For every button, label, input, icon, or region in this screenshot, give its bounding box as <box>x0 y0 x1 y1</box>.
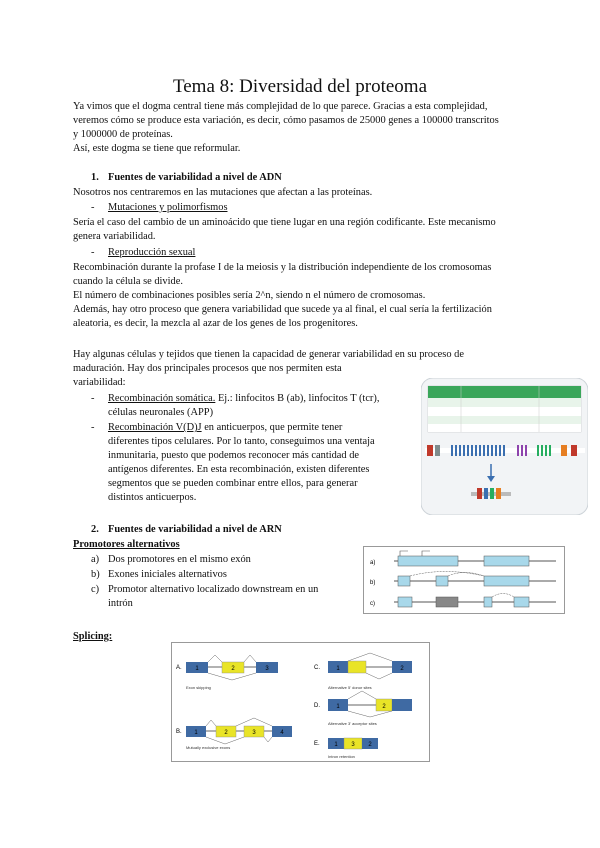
paragraph-line: genera variabilidad. <box>73 231 156 242</box>
term-recombinacion-vdj: Recombinación V(D)J <box>108 422 202 433</box>
paragraph-line: Además, hay otro proceso que genera variabilidad que sucede ya al final, el cual sería la fertilización <box>73 304 492 315</box>
panel-caption: Mutually exclusive exons <box>186 745 231 750</box>
alternative-promoters-figure <box>363 546 565 614</box>
bullet-recombinacion-vdj <box>108 421 342 434</box>
panel-label-d: D. <box>314 703 320 709</box>
list-item: Dos promotores en el mismo exón <box>108 554 251 565</box>
section-2-heading: Fuentes de variabilidad a nivel de ARN <box>108 524 282 535</box>
section-1-heading: Fuentes de variabilidad a nivel de ADN <box>108 172 282 183</box>
dash-marker: - <box>91 202 95 213</box>
exon-number: 4 <box>280 730 284 736</box>
figure-label-c: c) <box>370 601 375 607</box>
subheading-promotores: Promotores alternativos <box>73 539 180 550</box>
paragraph-line: cuando la célula se divide. <box>73 276 183 287</box>
panel-caption: Exon skipping <box>186 685 211 690</box>
paragraph-line: El número de combinaciones posibles sería 2^n, siendo n el número de cromosomas. <box>73 290 426 301</box>
list-marker: c) <box>91 584 100 595</box>
exon-number: 2 <box>368 742 372 748</box>
paragraph-line: Nosotros nos centraremos en las mutaciones que afectan a las proteínas. <box>73 187 373 198</box>
exon-number: 1 <box>334 742 338 748</box>
exon-number: 2 <box>400 666 404 672</box>
paragraph-line: Sería el caso del cambio de un aminoácido que tiene lugar en una región codificante. Este mecanismo <box>73 217 496 228</box>
dash-marker: - <box>91 247 95 258</box>
panel-label-a: A. <box>176 665 182 671</box>
panel-label-e: E. <box>314 741 320 747</box>
bullet-recombinacion-somatica <box>108 392 379 405</box>
list-item: Promotor alternativo localizado downstream en un <box>108 584 319 595</box>
paragraph-line: variabilidad: <box>73 377 126 388</box>
bullet-text: Ej.: linfocitos B (ab), linfocitos T (tcr), <box>215 393 380 404</box>
list-item: intrón <box>108 598 133 609</box>
section-1-number: 1. <box>91 172 99 183</box>
exon-number: 1 <box>194 730 198 736</box>
paragraph-line: Recombinación durante la profase I de la meiosis y la distribución independiente de los cromosomas <box>73 262 492 273</box>
exon-number: 2 <box>224 730 228 736</box>
splicing-figure-graphic <box>172 643 429 761</box>
dash-marker: - <box>91 393 95 404</box>
exon-number: 3 <box>265 666 269 672</box>
list-marker: b) <box>91 569 100 580</box>
splicing-figure <box>171 642 430 762</box>
subheading-splicing: Splicing: <box>73 631 113 642</box>
panel-label-b: B. <box>176 729 182 735</box>
paragraph-line: inmunitaria, puesto que podemos reconocer más cantidad de <box>108 450 360 461</box>
bullet-text: en anticuerpos, que permite tener <box>201 422 343 433</box>
panel-caption: Alternative 5' donor sites <box>328 685 372 690</box>
paragraph-line: aleatoria, es decir, la mezcla al azar de los genes de los progenitores. <box>73 318 358 329</box>
vdj-figure-graphic <box>421 378 588 515</box>
intro-line: y 1000000 de proteínas. <box>73 129 173 140</box>
list-item: Exones iniciales alternativos <box>108 569 227 580</box>
paragraph-line: maduración. Hay dos principales procesos que nos permiten esta <box>73 363 342 374</box>
paragraph-line: diferentes tipos celulares. Por lo tanto, conseguimos una ventaja <box>108 436 375 447</box>
exon-number: 2 <box>231 666 235 672</box>
vdj-recombination-figure <box>421 378 588 515</box>
exon-number: 1 <box>336 666 340 672</box>
paragraph-line: segmentos que se pueden combinar entre ellos, para generar <box>108 478 358 489</box>
panel-label-c: C. <box>314 665 320 671</box>
list-marker: a) <box>91 554 100 565</box>
exon-number: 1 <box>195 666 199 672</box>
panel-caption: Alternative 3' acceptor sites <box>328 721 377 726</box>
exon-number: 1 <box>336 704 340 710</box>
intro-line: Así, este dogma se tiene que reformular. <box>73 143 241 154</box>
subheading-reproduccion: Reproducción sexual <box>108 247 196 258</box>
dash-marker: - <box>91 422 95 433</box>
intro-line: Ya vimos que el dogma central tiene más complejidad de lo que parece. Gracias a esta complejidad, <box>73 101 488 112</box>
paragraph-line: antígenos diferentes. En esta recombinación, existen diferentes <box>108 464 370 475</box>
figure-label-b: b) <box>370 580 376 586</box>
page-title: Tema 8: Diversidad del proteoma <box>172 76 428 97</box>
panel-caption: Intron retention <box>328 754 355 759</box>
exon-number: 3 <box>252 730 256 736</box>
term-recombinacion-somatica: Recombinación somática. <box>108 393 216 404</box>
figure-label-a: a) <box>370 560 376 566</box>
intro-line: veremos cómo se produce esta variación, es decir, cómo pasamos de 25000 genes a 100000 transcritos <box>73 115 499 126</box>
subheading-mutaciones: Mutaciones y polimorfismos <box>108 202 228 213</box>
paragraph-line: Hay algunas células y tejidos que tienen la capacidad de generar variabilidad en su proceso de <box>73 349 464 360</box>
promoters-figure-graphic <box>364 547 564 613</box>
paragraph-line: distintos anticuerpos. <box>108 492 197 503</box>
exon-number: 3 <box>351 742 355 748</box>
paragraph-line: células neuronales (APP) <box>108 407 214 418</box>
section-2-number: 2. <box>91 524 99 535</box>
exon-number: 2 <box>382 704 386 710</box>
